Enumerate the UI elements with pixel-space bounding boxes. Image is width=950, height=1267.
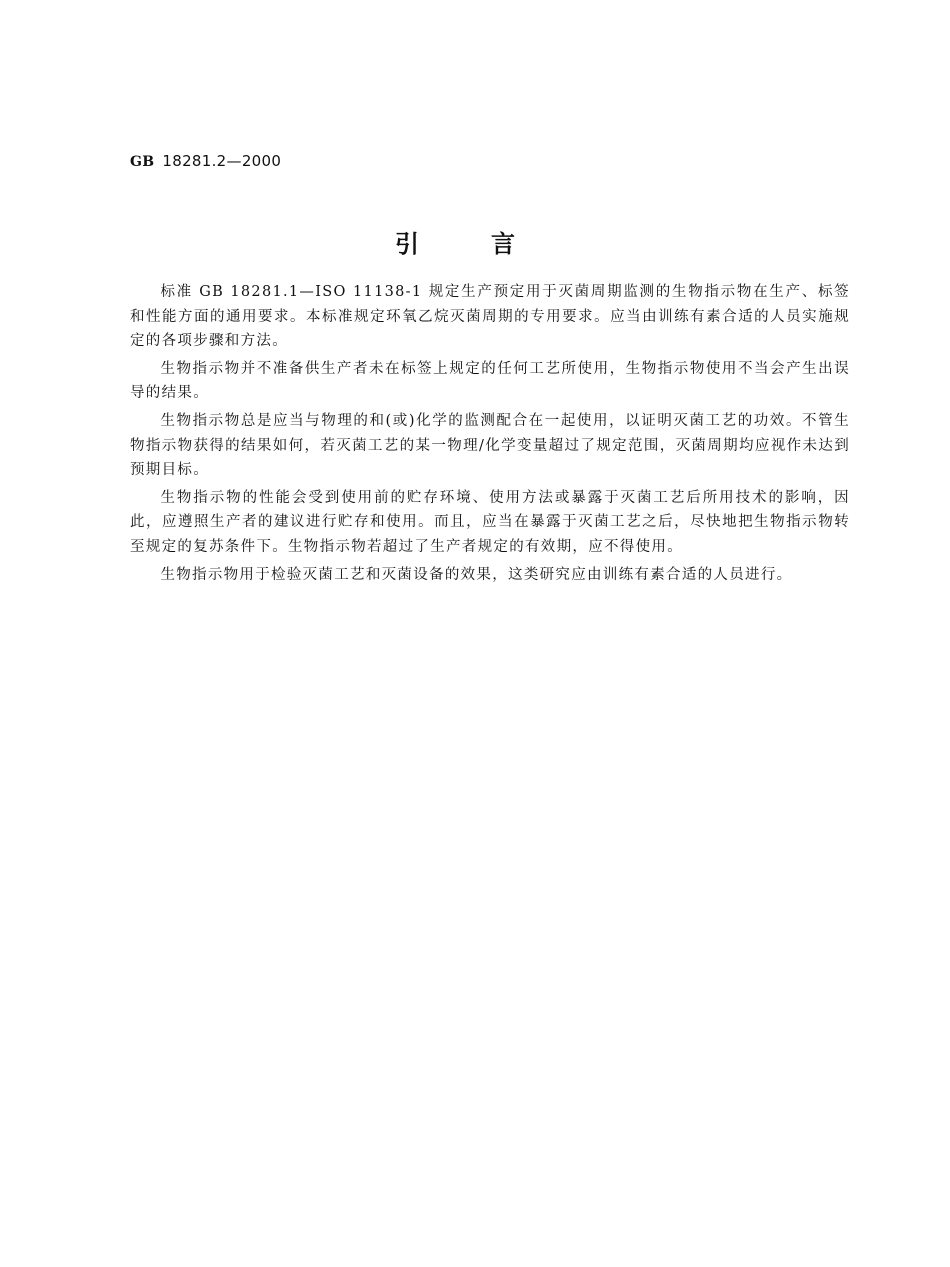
section-title: 引言 (395, 230, 587, 258)
paragraph: 生物指示物总是应当与物理的和(或)化学的监测配合在一起使用，以证明灭菌工艺的功效。不管生物指示物获得的结果如何，若灭菌工艺的某一物理/化学变量超过了规定范围，灭菌周期均应视作未达到预期目标。 (130, 412, 850, 479)
paragraph: 生物指示物用于检验灭菌工艺和灭菌设备的效果，这类研究应由训练有素合适的人员进行。 (160, 566, 793, 583)
paragraph: 标准 GB 18281.1—ISO 11138-1 规定生产预定用于灭菌周期监测的生物指示物在生产、标签和性能方面的通用要求。本标准规定环氧乙烷灭菌周期的专用要求。应当由训练有素合适的人员实施规定的各项步骤和方法。 (130, 284, 850, 350)
standard-header (130, 152, 281, 170)
paragraph: 生物指示物并不准备供生产者未在标签上规定的任何工艺所使用，生物指示物使用不当会产生出误导的结果。 (130, 360, 850, 402)
standard-number: 18281.2—2000 (162, 152, 282, 170)
standard-code: GB (130, 154, 155, 170)
introduction-body (130, 280, 850, 590)
paragraph: 生物指示物的性能会受到使用前的贮存环境、使用方法或暴露于灭菌工艺后所用技术的影响，因此，应遵照生产者的建议进行贮存和使用。而且，应当在暴露于灭菌工艺之后，尽快地把生物指示物转至规定的复苏条件下。生物指示物若超过了生产者规定的有效期，应不得使用。 (130, 489, 850, 555)
